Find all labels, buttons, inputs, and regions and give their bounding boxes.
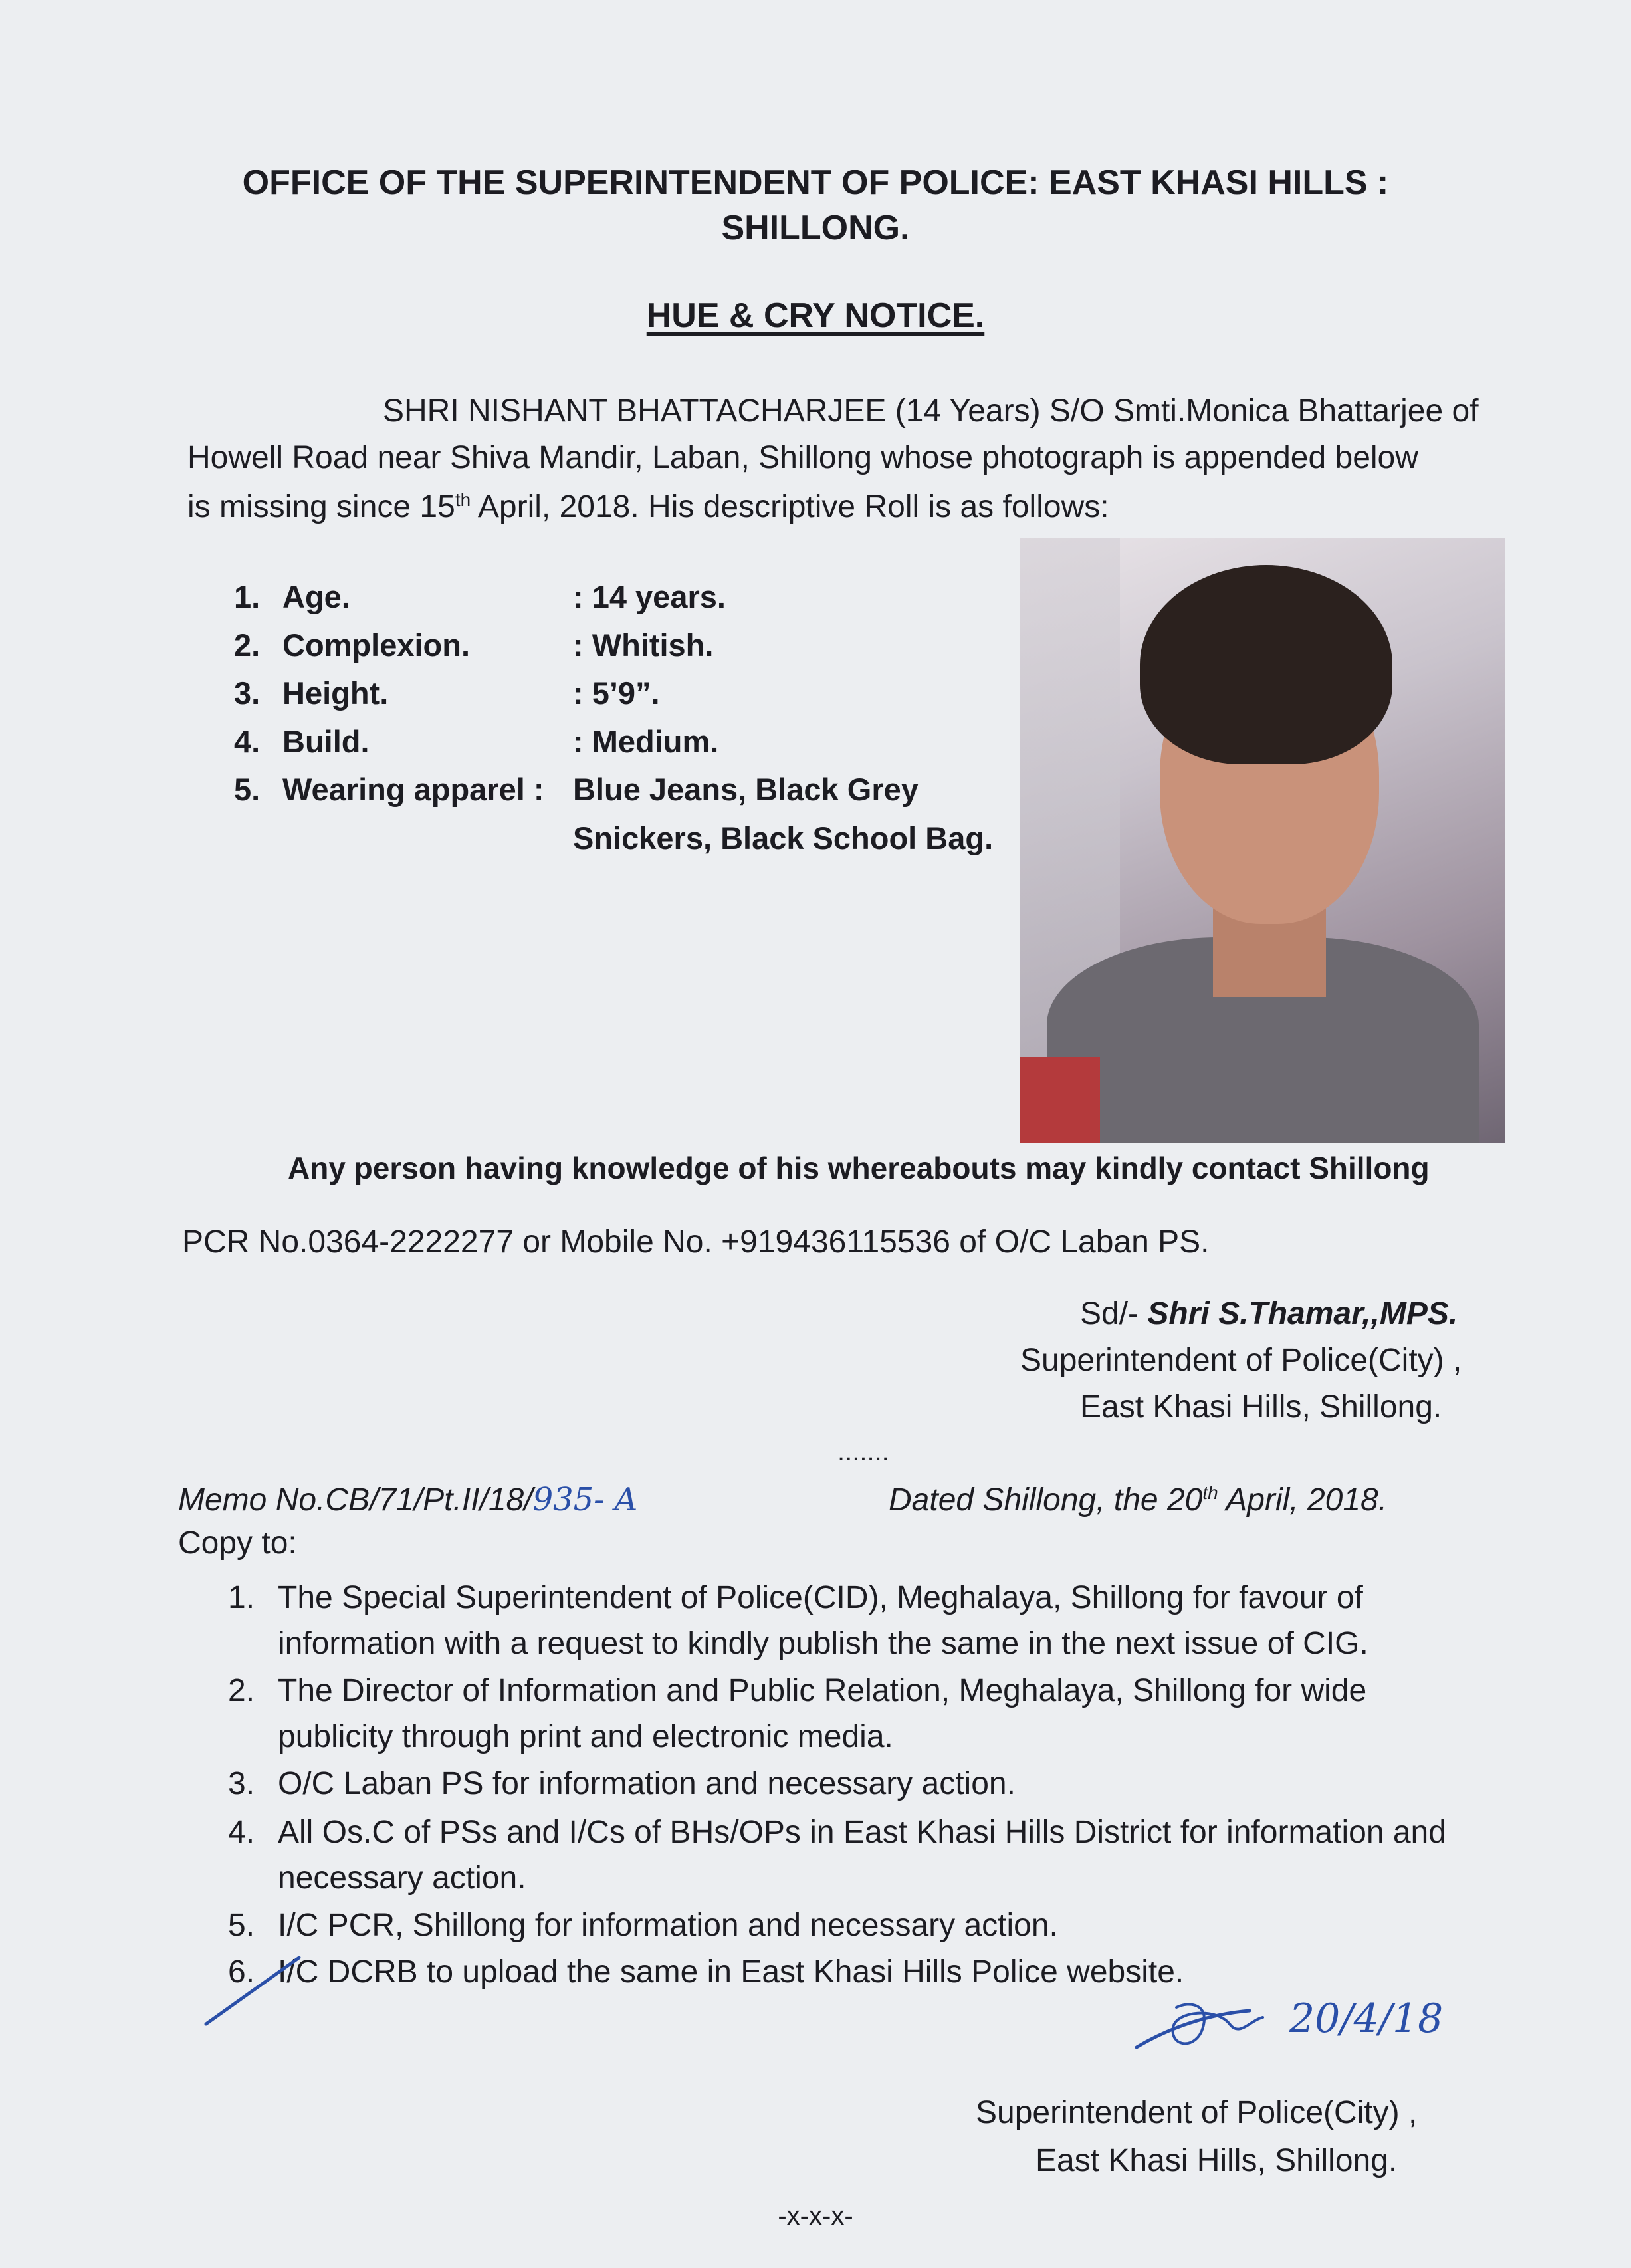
intro-line-3 [187, 488, 1109, 526]
copy-item-4-line-1: All Os.C of PSs and I/Cs of BHs/OPs in East Khasi Hills District for information and [278, 1815, 1446, 1850]
signatory-place: East Khasi Hills, Shillong. [1080, 1389, 1442, 1424]
roll-value-build: : Medium. [573, 724, 719, 759]
roll-num-1: 1. [234, 579, 261, 614]
roll-value-apparel-line-2: Snickers, Black School Bag. [573, 820, 994, 855]
copy-item-1-line-2: information with a request to kindly publish the same in the next issue of CIG. [278, 1626, 1368, 1661]
roll-label-apparel: Wearing apparel : [282, 772, 544, 807]
missing-person-photo [1020, 538, 1505, 1143]
memo-dated-text: Dated Shillong, the 20 [889, 1482, 1203, 1518]
roll-label-age: Age. [282, 579, 350, 614]
copy-num-3: 3. [228, 1766, 255, 1801]
memo-number [178, 1481, 637, 1520]
intro-sup: th [455, 489, 471, 510]
signatory-sd [1080, 1295, 1458, 1333]
roll-num-4: 4. [234, 724, 261, 759]
roll-value-age: : 14 years. [573, 579, 726, 614]
separator-dots: ....... [837, 1437, 889, 1466]
notice-title-wrap [0, 296, 1631, 336]
memo-dated [889, 1481, 1387, 1520]
roll-label-complexion: Complexion. [282, 627, 471, 663]
copy-item-2-line-1: The Director of Information and Public Relation, Meghalaya, Shillong for wide [278, 1673, 1367, 1708]
copy-num-4: 4. [228, 1815, 255, 1850]
roll-value-complexion: : Whitish. [573, 627, 714, 663]
signatory-sd-prefix: Sd/- [1080, 1296, 1148, 1331]
footer-marker: -x-x-x- [778, 2202, 853, 2231]
copy-num-5: 5. [228, 1908, 255, 1943]
memo-handwritten-number: 935- A [532, 1481, 638, 1518]
copy-item-2-line-2: publicity through print and electronic media. [278, 1719, 893, 1754]
memo-number-text: Memo No.CB/71/Pt.II/18/ [178, 1482, 533, 1518]
signatory-designation: Superintendent of Police(City) , [1020, 1343, 1462, 1378]
copy-num-2: 2. [228, 1673, 255, 1708]
handwritten-date: 20/4/18 [1289, 1995, 1444, 2042]
copy-item-5-line-1: I/C PCR, Shillong for information and necessary action. [278, 1908, 1058, 1943]
memo-dated-sup: th [1202, 1482, 1218, 1503]
notice-title: HUE & CRY NOTICE. [646, 296, 985, 335]
intro-line-2: Howell Road near Shiva Mandir, Laban, Shillong whose photograph is appended below [187, 440, 1418, 475]
copy-to-label: Copy to: [178, 1526, 297, 1561]
copy-item-1-line-1: The Special Superintendent of Police(CID), Meghalaya, Shillong for favour of [278, 1580, 1363, 1615]
copy-item-4-line-2: necessary action. [278, 1861, 526, 1896]
roll-num-3: 3. [234, 675, 261, 711]
roll-num-5: 5. [234, 772, 261, 807]
intro-missing-since: is missing since 15 [187, 489, 455, 524]
bottom-signatory-designation: Superintendent of Police(City) , [976, 2095, 1418, 2130]
copy-num-6: 6. [228, 1954, 255, 1989]
header-line-1: OFFICE OF THE SUPERINTENDENT OF POLICE: EAST KHASI HILLS : [242, 164, 1389, 202]
copy-item-3-line-1: O/C Laban PS for information and necessary action. [278, 1766, 1016, 1801]
signatory-name: Shri S.Thamar,,MPS. [1147, 1296, 1458, 1331]
roll-value-apparel: Blue Jeans, Black Grey [573, 772, 919, 807]
intro-roll-lead: April, 2018. His descriptive Roll is as follows: [471, 489, 1109, 524]
contact-line-1: Any person having knowledge of his whereabouts may kindly contact Shillong [288, 1151, 1430, 1185]
copy-item-6-line-1: I/C DCRB to upload the same in East Khasi Hills Police website. [278, 1954, 1184, 1989]
roll-value-height: : 5’9”. [573, 675, 660, 711]
header-line-2: SHILLONG. [721, 209, 910, 247]
intro-line-1: SHRI NISHANT BHATTACHARJEE (14 Years) S/O Smti.Monica Bhattarjee of [383, 394, 1479, 429]
roll-label-height: Height. [282, 675, 389, 711]
contact-line-2: PCR No.0364-2222277 or Mobile No. +919436115536 of O/C Laban PS. [182, 1224, 1210, 1260]
roll-label-build: Build. [282, 724, 370, 759]
roll-num-2: 2. [234, 627, 261, 663]
memo-dated-rest: April, 2018. [1218, 1482, 1388, 1518]
pen-tick-mark [199, 1951, 306, 2031]
bottom-signatory-place: East Khasi Hills, Shillong. [1035, 2143, 1398, 2178]
copy-num-1: 1. [228, 1580, 255, 1615]
